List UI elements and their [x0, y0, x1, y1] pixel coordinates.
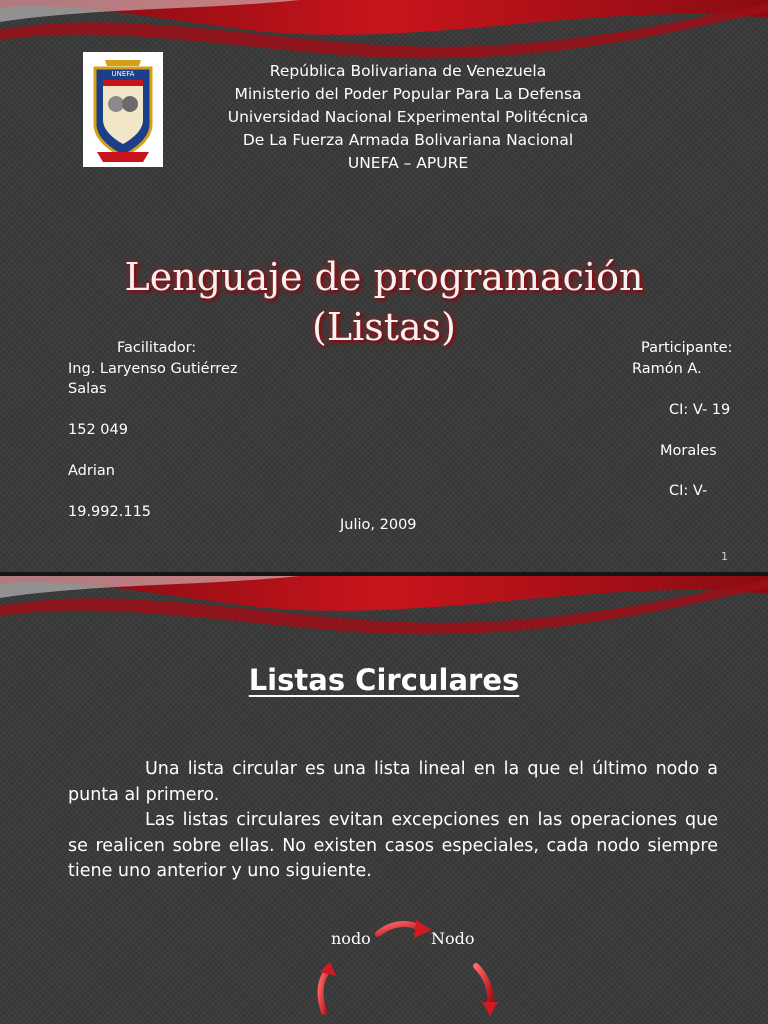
arrow-down-icon	[476, 966, 498, 1016]
participant-ci-2: CI: V-	[669, 483, 708, 499]
arrow-up-icon	[320, 962, 336, 1012]
header-swoosh	[0, 576, 768, 666]
paragraph-description: Las listas circulares evitan excepciones en las operaciones que se realicen sobre ellas. No existen casos especiales, cada nodo siempre tiene uno anterior y uno siguiente.	[68, 810, 718, 881]
institution-line: Ministerio del Poder Popular Para La Defensa	[234, 85, 582, 103]
participant-label: Participante:	[641, 340, 733, 356]
facilitator-name: Ing. Laryenso Gutiérrez	[68, 361, 238, 377]
participant-surname: Morales	[660, 443, 717, 459]
participant-ci: CI: V- 19	[669, 402, 731, 418]
date-text: Julio, 2009	[340, 517, 417, 533]
slide-title: Listas Circulares	[248, 663, 520, 697]
paragraph-definition: Una lista circular es una lista lineal en la que el último nodo a punta al primero.	[68, 759, 718, 805]
logo-text: UNEFA	[111, 70, 135, 78]
slide-title-line2: (Listas)	[312, 305, 456, 349]
slide-title-line1: Lenguaje de programación	[124, 255, 644, 299]
page-number: 1	[721, 550, 728, 563]
institution-line: Universidad Nacional Experimental Politécnica	[227, 108, 589, 126]
circular-arrows	[300, 912, 520, 1024]
institution-line: UNEFA – APURE	[347, 154, 469, 172]
node-label-left: nodo	[331, 929, 371, 948]
facilitator-number: 19.992.115	[68, 504, 152, 520]
slide-title	[0, 252, 768, 352]
facilitator-id: 152 049	[68, 422, 128, 438]
institution-line: República Bolivariana de Venezuela	[269, 62, 547, 80]
arrow-right-icon	[378, 920, 432, 938]
node-label-right: Nodo	[431, 929, 475, 948]
institution-line: De La Fuerza Armada Bolivariana Nacional	[242, 131, 574, 149]
facilitator-label: Facilitador:	[117, 340, 197, 356]
facilitator-extra: Adrian	[68, 463, 115, 479]
participant-name: Ramón A.	[632, 361, 702, 377]
facilitator-name-2: Salas	[68, 381, 107, 397]
